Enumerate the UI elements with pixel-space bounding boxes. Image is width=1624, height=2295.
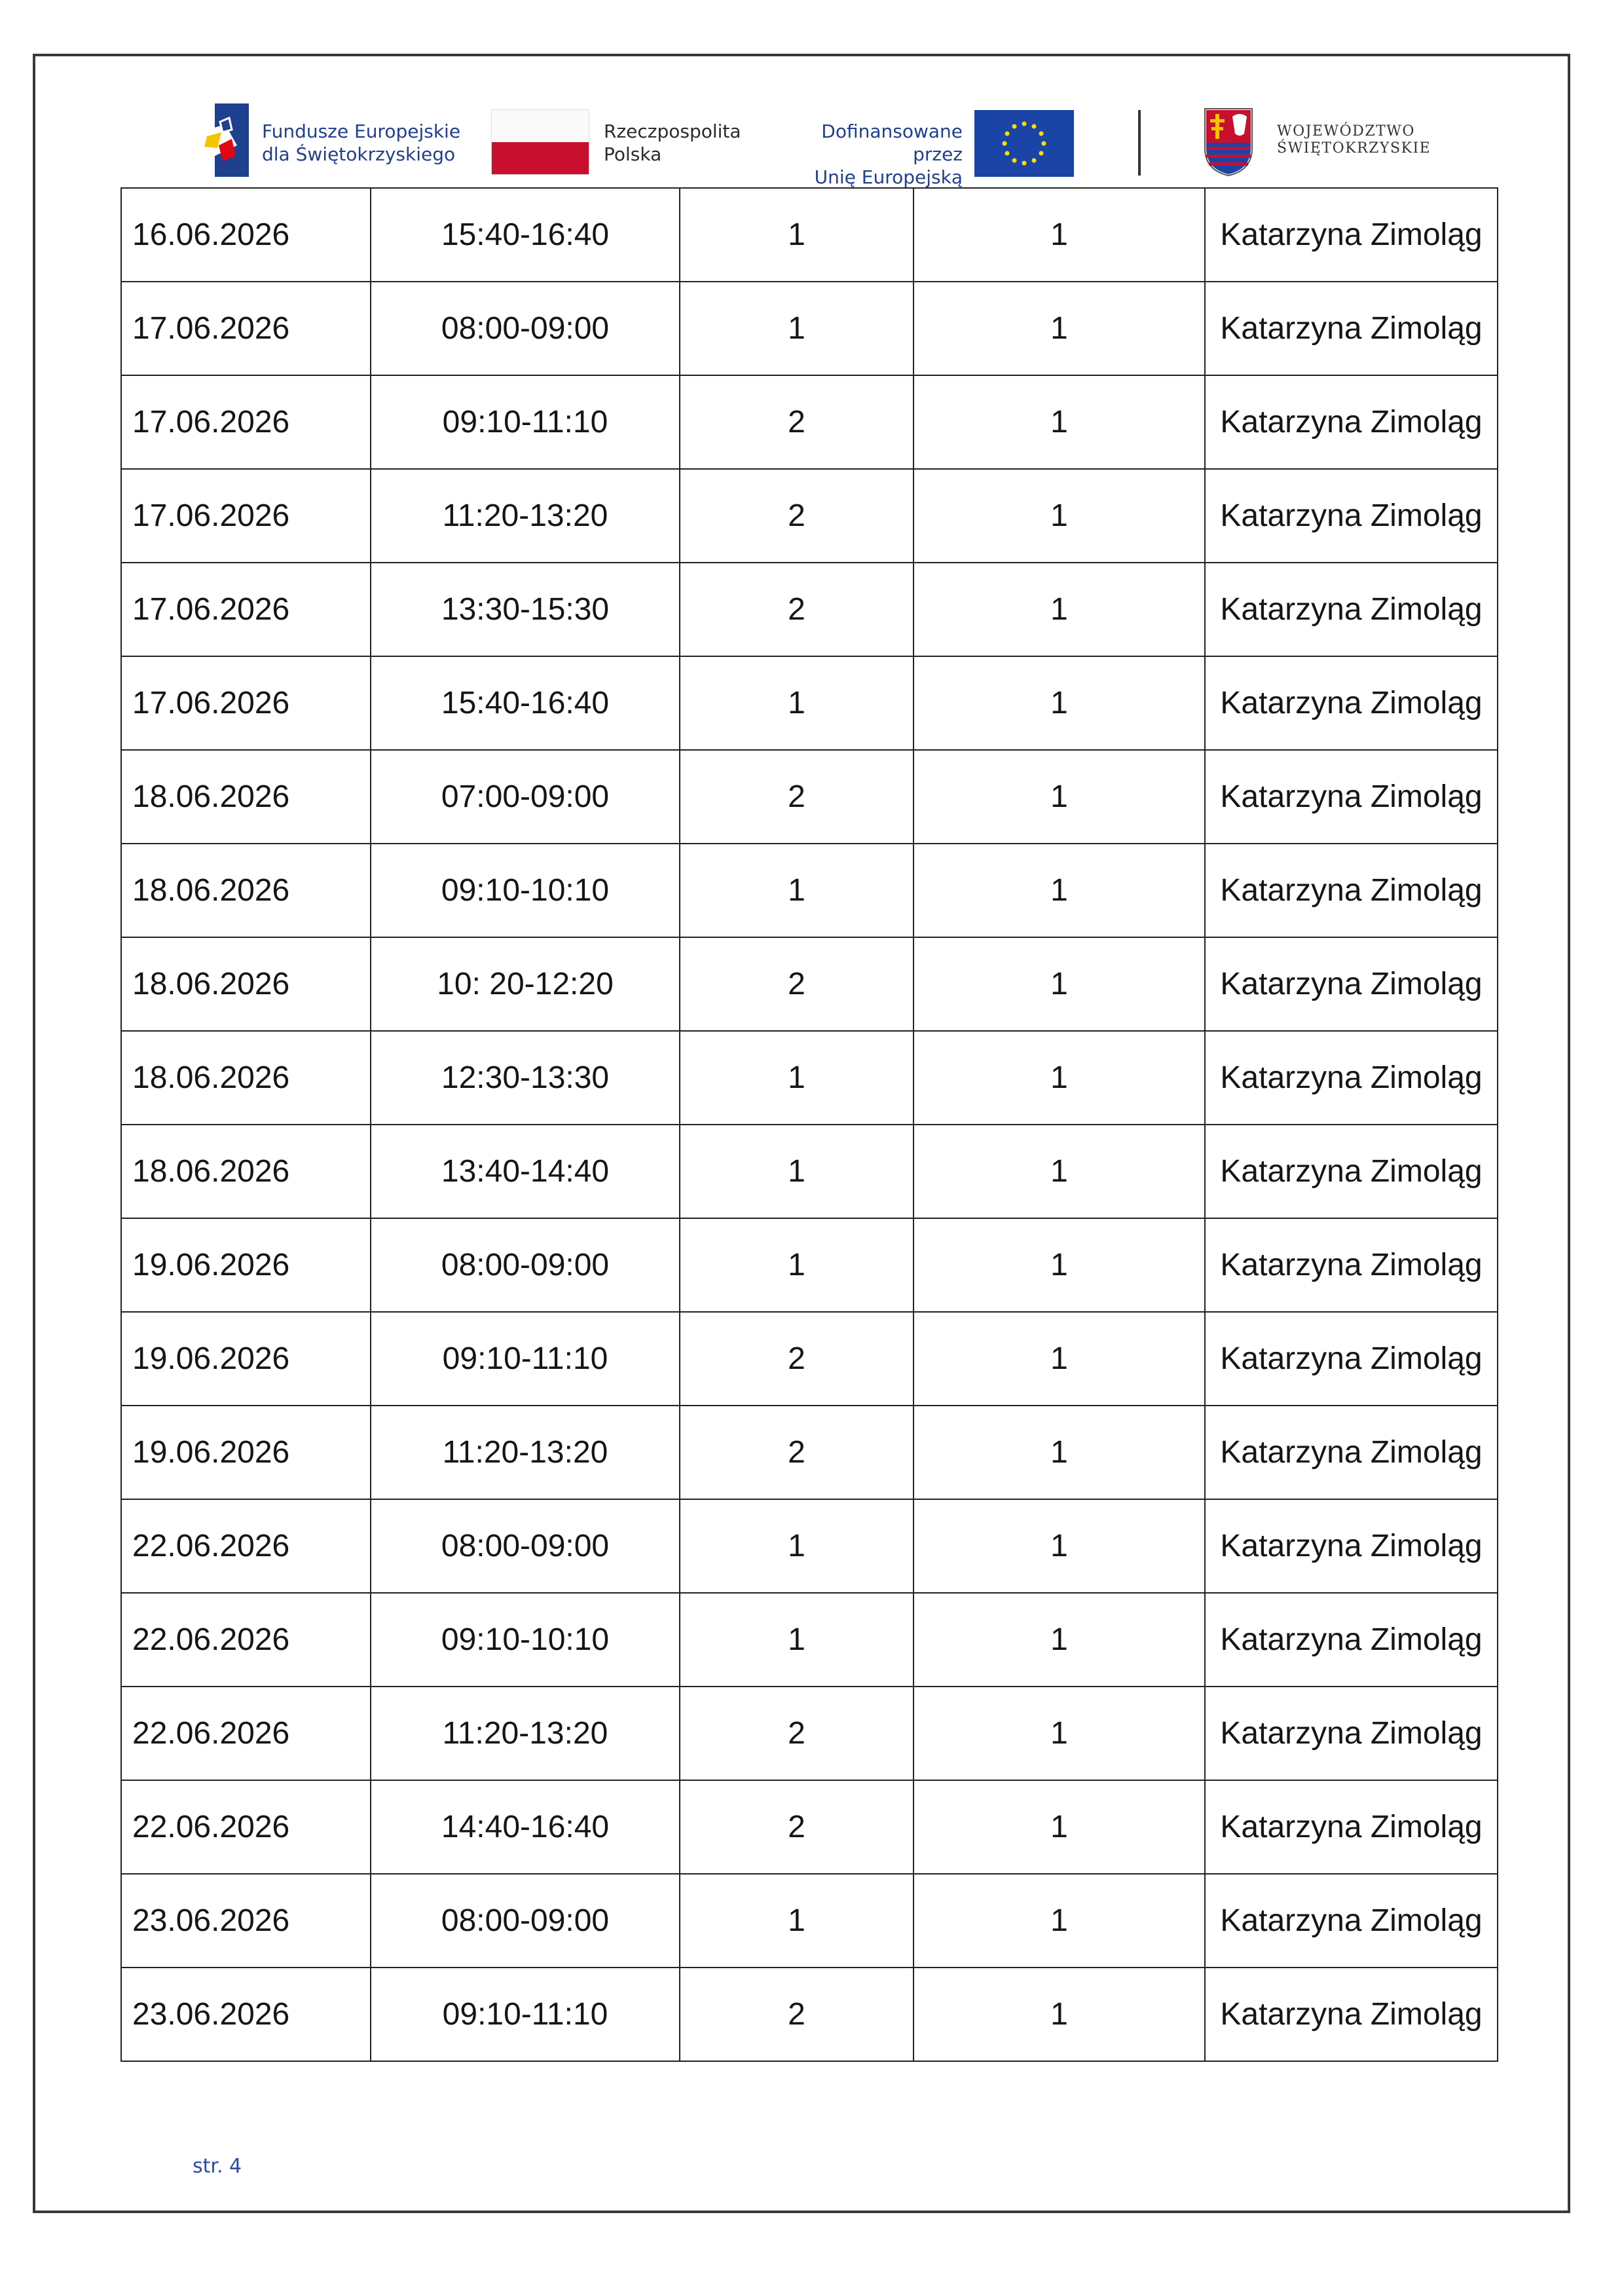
date-cell: 17.06.2026	[121, 656, 371, 750]
instructor-cell: Katarzyna Zimoląg	[1205, 1125, 1498, 1218]
instructor-cell: Katarzyna Zimoląg	[1205, 750, 1498, 844]
time-cell: 08:00-09:00	[371, 1874, 680, 1968]
hours-cell: 1	[680, 844, 913, 937]
time-cell: 14:40-16:40	[371, 1780, 680, 1874]
instructor-cell: Katarzyna Zimoląg	[1205, 656, 1498, 750]
instructor-cell: Katarzyna Zimoląg	[1205, 1312, 1498, 1406]
eu-star-icon	[1012, 124, 1017, 129]
group-cell: 1	[913, 1406, 1205, 1499]
fundusze-europejskie-logo	[203, 98, 250, 182]
group-cell: 1	[913, 1499, 1205, 1593]
hours-cell: 1	[680, 1874, 913, 1968]
woj-line1: WOJEWÓDZTWO	[1277, 123, 1415, 140]
group-cell: 1	[913, 750, 1205, 844]
eu-star-icon	[1003, 141, 1007, 146]
eu-star-icon	[1039, 132, 1044, 136]
instructor-cell: Katarzyna Zimoląg	[1205, 844, 1498, 937]
group-cell: 1	[913, 1780, 1205, 1874]
page-number: str. 4	[193, 2155, 242, 2178]
hours-cell: 1	[680, 188, 913, 282]
date-cell: 22.06.2026	[121, 1593, 371, 1687]
fe-logo-text	[262, 120, 460, 166]
hours-cell: 1	[680, 1499, 913, 1593]
rp-logo-text	[604, 120, 741, 166]
time-cell: 09:10-11:10	[371, 1968, 680, 2061]
eu-star-icon	[1039, 151, 1044, 156]
time-cell: 09:10-11:10	[371, 1312, 680, 1406]
table-row	[121, 1312, 1498, 1406]
instructor-cell: Katarzyna Zimoląg	[1205, 1593, 1498, 1687]
eu-star-icon	[1032, 159, 1037, 163]
hours-cell: 1	[680, 1593, 913, 1687]
time-cell: 08:00-09:00	[371, 282, 680, 375]
date-cell: 23.06.2026	[121, 1874, 371, 1968]
time-cell: 15:40-16:40	[371, 188, 680, 282]
logo-strip	[0, 0, 1624, 196]
group-cell: 1	[913, 937, 1205, 1031]
table-row	[121, 1968, 1498, 2061]
wojewodztwo-text	[1277, 123, 1431, 157]
table-row	[121, 750, 1498, 844]
table-row	[121, 1687, 1498, 1780]
group-cell: 1	[913, 282, 1205, 375]
instructor-cell: Katarzyna Zimoląg	[1205, 1687, 1498, 1780]
instructor-cell: Katarzyna Zimoląg	[1205, 1499, 1498, 1593]
group-cell: 1	[913, 1593, 1205, 1687]
time-cell: 08:00-09:00	[371, 1218, 680, 1312]
date-cell: 18.06.2026	[121, 844, 371, 937]
logo-separator	[1138, 110, 1141, 176]
group-cell: 1	[913, 1968, 1205, 2061]
instructor-cell: Katarzyna Zimoląg	[1205, 1874, 1498, 1968]
table-row	[121, 844, 1498, 937]
date-cell: 19.06.2026	[121, 1218, 371, 1312]
table-row	[121, 1874, 1498, 1968]
table-row	[121, 563, 1498, 656]
hours-cell: 2	[680, 375, 913, 469]
group-cell: 1	[913, 469, 1205, 563]
hours-cell: 2	[680, 469, 913, 563]
table-row	[121, 1406, 1498, 1499]
hours-cell: 2	[680, 563, 913, 656]
eu-star-icon	[1032, 124, 1037, 129]
instructor-cell: Katarzyna Zimoląg	[1205, 1780, 1498, 1874]
instructor-cell: Katarzyna Zimoląg	[1205, 937, 1498, 1031]
table-row	[121, 1031, 1498, 1125]
instructor-cell: Katarzyna Zimoląg	[1205, 1968, 1498, 2061]
group-cell: 1	[913, 375, 1205, 469]
instructor-cell: Katarzyna Zimoląg	[1205, 563, 1498, 656]
instructor-cell: Katarzyna Zimoląg	[1205, 1218, 1498, 1312]
time-cell: 13:40-14:40	[371, 1125, 680, 1218]
date-cell: 22.06.2026	[121, 1687, 371, 1780]
hours-cell: 2	[680, 750, 913, 844]
group-cell: 1	[913, 1874, 1205, 1968]
hours-cell: 1	[680, 656, 913, 750]
date-cell: 19.06.2026	[121, 1312, 371, 1406]
time-cell: 09:10-10:10	[371, 1593, 680, 1687]
date-cell: 17.06.2026	[121, 563, 371, 656]
date-cell: 22.06.2026	[121, 1499, 371, 1593]
hours-cell: 2	[680, 937, 913, 1031]
group-cell: 1	[913, 1031, 1205, 1125]
woj-line2: ŚWIĘTOKRZYSKIE	[1277, 140, 1431, 157]
instructor-cell: Katarzyna Zimoląg	[1205, 469, 1498, 563]
hours-cell: 1	[680, 282, 913, 375]
group-cell: 1	[913, 1125, 1205, 1218]
time-cell: 09:10-11:10	[371, 375, 680, 469]
time-cell: 09:10-10:10	[371, 844, 680, 937]
group-cell: 1	[913, 1312, 1205, 1406]
group-cell: 1	[913, 1218, 1205, 1312]
date-cell: 19.06.2026	[121, 1406, 371, 1499]
table-row	[121, 1218, 1498, 1312]
fe-line2: dla Świętokrzyskiego	[262, 143, 456, 165]
table-row	[121, 1499, 1498, 1593]
group-cell: 1	[913, 656, 1205, 750]
eu-star-icon	[1012, 159, 1017, 163]
schedule-body	[121, 188, 1498, 2061]
date-cell: 17.06.2026	[121, 469, 371, 563]
table-row	[121, 1125, 1498, 1218]
eu-star-icon	[1022, 161, 1027, 166]
time-cell: 08:00-09:00	[371, 1499, 680, 1593]
pl-line2: Polska	[604, 143, 662, 165]
hours-cell: 1	[680, 1125, 913, 1218]
pl-line1: Rzeczpospolita	[604, 121, 741, 142]
table-row	[121, 937, 1498, 1031]
swietokrzyskie-coat-of-arms-icon	[1204, 107, 1253, 177]
table-row	[121, 188, 1498, 282]
group-cell: 1	[913, 844, 1205, 937]
table-row	[121, 1780, 1498, 1874]
schedule-table	[120, 187, 1498, 2062]
time-cell: 13:30-15:30	[371, 563, 680, 656]
eu-line2: Unię Europejską	[814, 166, 963, 188]
date-cell: 18.06.2026	[121, 750, 371, 844]
time-cell: 11:20-13:20	[371, 1406, 680, 1499]
hours-cell: 2	[680, 1968, 913, 2061]
eu-star-icon	[1022, 122, 1027, 126]
date-cell: 22.06.2026	[121, 1780, 371, 1874]
hours-cell: 1	[680, 1031, 913, 1125]
time-cell: 15:40-16:40	[371, 656, 680, 750]
time-cell: 10: 20-12:20	[371, 937, 680, 1031]
date-cell: 17.06.2026	[121, 282, 371, 375]
table-row	[121, 469, 1498, 563]
time-cell: 07:00-09:00	[371, 750, 680, 844]
date-cell: 17.06.2026	[121, 375, 371, 469]
hours-cell: 2	[680, 1406, 913, 1499]
time-cell: 11:20-13:20	[371, 1687, 680, 1780]
group-cell: 1	[913, 1687, 1205, 1780]
hours-cell: 2	[680, 1312, 913, 1406]
group-cell: 1	[913, 563, 1205, 656]
instructor-cell: Katarzyna Zimoląg	[1205, 1031, 1498, 1125]
time-cell: 11:20-13:20	[371, 469, 680, 563]
polish-flag-icon	[491, 109, 589, 175]
date-cell: 18.06.2026	[121, 1125, 371, 1218]
table-row	[121, 656, 1498, 750]
eu-star-icon	[1042, 141, 1046, 146]
instructor-cell: Katarzyna Zimoląg	[1205, 1406, 1498, 1499]
table-row	[121, 375, 1498, 469]
hours-cell: 1	[680, 1218, 913, 1312]
date-cell: 16.06.2026	[121, 188, 371, 282]
date-cell: 18.06.2026	[121, 1031, 371, 1125]
instructor-cell: Katarzyna Zimoląg	[1205, 282, 1498, 375]
hours-cell: 2	[680, 1687, 913, 1780]
table-row	[121, 1593, 1498, 1687]
table-row	[121, 282, 1498, 375]
eu-star-icon	[1005, 132, 1010, 136]
date-cell: 18.06.2026	[121, 937, 371, 1031]
eu-star-icon	[1005, 151, 1010, 156]
eu-cofunding-text	[773, 120, 963, 189]
time-cell: 12:30-13:30	[371, 1031, 680, 1125]
eu-flag-icon	[974, 110, 1074, 177]
fe-line1: Fundusze Europejskie	[262, 121, 461, 142]
eu-line1: Dofinansowane przez	[821, 121, 963, 165]
instructor-cell: Katarzyna Zimoląg	[1205, 375, 1498, 469]
hours-cell: 2	[680, 1780, 913, 1874]
instructor-cell: Katarzyna Zimoląg	[1205, 188, 1498, 282]
date-cell: 23.06.2026	[121, 1968, 371, 2061]
group-cell: 1	[913, 188, 1205, 282]
